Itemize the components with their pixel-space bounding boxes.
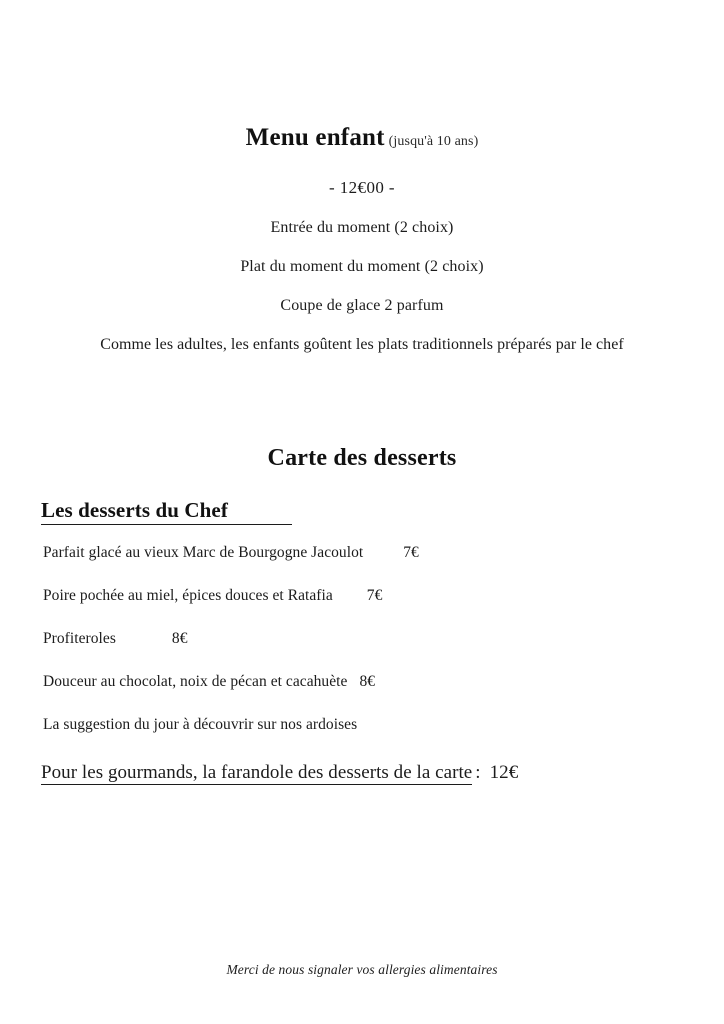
kids-menu-title-text: Menu enfant: [245, 124, 385, 151]
dessert-items-list: [43, 544, 683, 759]
kids-menu-course-dessert: Coupe de glace 2 parfum: [280, 296, 444, 314]
dessert-item-name: Douceur au chocolat, noix de pécan et cacahuète: [43, 673, 348, 690]
dessert-item-name: La suggestion du jour à découvrir sur nos ardoises: [43, 716, 358, 733]
chef-desserts-heading-text: Les desserts du Chef: [41, 498, 228, 522]
farandole-price: 12€: [489, 762, 519, 783]
kids-menu-price: - 12€00 -: [329, 177, 395, 197]
chef-desserts-heading: [41, 498, 292, 525]
dessert-item-name: Profiteroles: [43, 630, 116, 647]
kids-menu-course-main: Plat du moment du moment (2 choix): [240, 257, 484, 275]
dessert-item-name: Poire pochée au miel, épices douces et Ratafia: [43, 587, 333, 604]
farandole-offer: [41, 762, 518, 784]
kids-menu-course-starter: Entrée du moment (2 choix): [270, 218, 454, 236]
dessert-item-row: [43, 630, 683, 673]
kids-menu-section: [0, 124, 724, 354]
farandole-separator: :: [475, 762, 481, 783]
dessert-item-row: [43, 673, 683, 716]
dessert-item-row: [43, 544, 683, 587]
allergy-footer-note: Merci de nous signaler vos allergies alimentaires: [226, 962, 498, 977]
farandole-label: Pour les gourmands, la farandole des desserts de la carte: [41, 762, 473, 783]
dessert-item-row: [43, 716, 683, 759]
kids-menu-age-note: (jusqu'à 10 ans): [388, 134, 479, 149]
dessert-item-price: 7€: [403, 544, 419, 561]
kids-menu-note: Comme les adultes, les enfants goûtent les plats traditionnels préparés par le chef: [100, 335, 624, 353]
kids-menu-title: [0, 124, 724, 152]
dessert-item-name: Parfait glacé au vieux Marc de Bourgogne Jacoulot: [43, 544, 364, 561]
dessert-item-row: [43, 587, 683, 630]
dessert-item-price: 8€: [171, 630, 188, 647]
dessert-item-price: 7€: [366, 587, 383, 604]
desserts-section-title: Carte des desserts: [267, 445, 457, 471]
dessert-item-price: 8€: [359, 673, 376, 690]
